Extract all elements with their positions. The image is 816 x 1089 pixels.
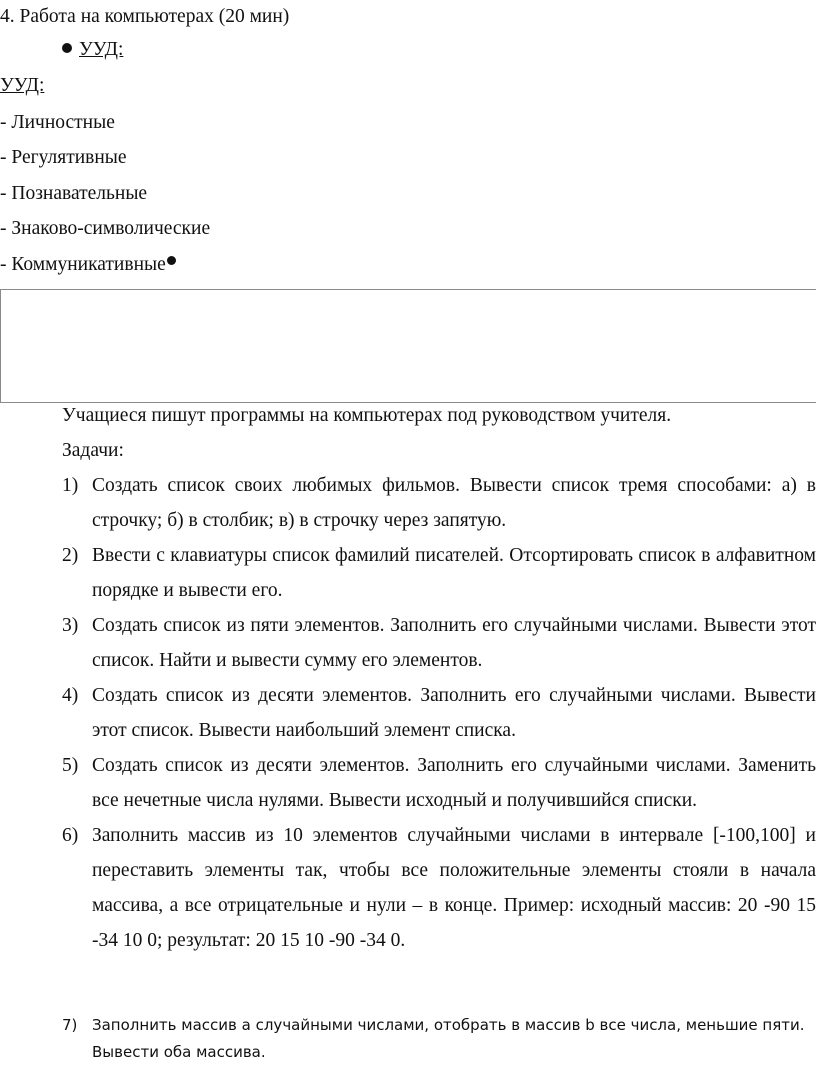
empty-frame	[0, 289, 816, 403]
uud-item-symbolic: - Знаково-символические	[0, 218, 211, 239]
task-text: Ввести с клавиатуры список фамилий писателей. Отсортировать список в алфавитном порядке и вывести его.	[92, 545, 816, 601]
list-item	[62, 538, 816, 608]
task-text: Заполнить массив а случайными числами, отобрать в массив b все числа, меньшие пяти. Вывести оба массива.	[92, 1016, 805, 1061]
list-item	[62, 748, 816, 818]
uud-bullet-label: УУД:	[79, 39, 124, 60]
uud-item-communicative	[0, 253, 176, 277]
uud-bullet-line	[62, 38, 123, 62]
task-text: Создать список своих любимых фильмов. Вывести список тремя способами: а) в строчку; б) в столбик; в) в строчку через запятую.	[92, 475, 816, 531]
section-heading: 4. Работа на компьютерах (20 мин)	[0, 6, 290, 27]
task-number: 4)	[62, 685, 79, 706]
uud-label: УУД:	[0, 75, 45, 96]
uud-item-personal: - Личностные	[0, 112, 115, 133]
task-number: 7)	[62, 1016, 78, 1034]
bullet-icon	[62, 43, 72, 53]
uud-item-cognitive: - Познавательные	[0, 183, 148, 204]
list-item	[62, 608, 816, 678]
main-content	[62, 398, 816, 958]
task-number: 1)	[62, 475, 79, 496]
list-item	[62, 678, 816, 748]
task-number: 2)	[62, 545, 79, 566]
task-number: 3)	[62, 615, 79, 636]
uud-item-regulatory: - Регулятивные	[0, 147, 127, 168]
task-text: Создать список из пяти элементов. Заполнить его случайными числами. Вывести этот список. Найти и вывести сумму его элементов.	[92, 615, 816, 671]
bullet-icon	[167, 256, 176, 265]
list-item	[62, 468, 816, 538]
uud-item-communicative-label: - Коммуникативные	[0, 254, 166, 275]
tasks-label: Задачи:	[62, 440, 124, 461]
task-number: 5)	[62, 755, 79, 776]
list-item	[62, 1012, 816, 1066]
task-number: 6)	[62, 825, 79, 846]
intro-text: Учащиеся пишут программы на компьютерах под руководством учителя.	[62, 405, 672, 426]
list-item	[62, 818, 816, 958]
task-text: Создать список из десяти элементов. Заполнить его случайными числами. Вывести этот список. Вывести наибольший элемент списка.	[92, 685, 816, 741]
task-text: Заполнить массив из 10 элементов случайными числами в интервале [-100,100] и переставить элементы так, чтобы все положительные элементы стояли в начала массива, а все отрицательные и нули – в конце. Пример: исходный массив: 20 -90 15 -34 10 0; результат: 20 15 10 -90 -34 0.	[92, 825, 816, 951]
task-text: Создать список из десяти элементов. Заполнить его случайными числами. Заменить все нечетные числа нулями. Вывести исходный и получившийся списки.	[92, 755, 816, 811]
